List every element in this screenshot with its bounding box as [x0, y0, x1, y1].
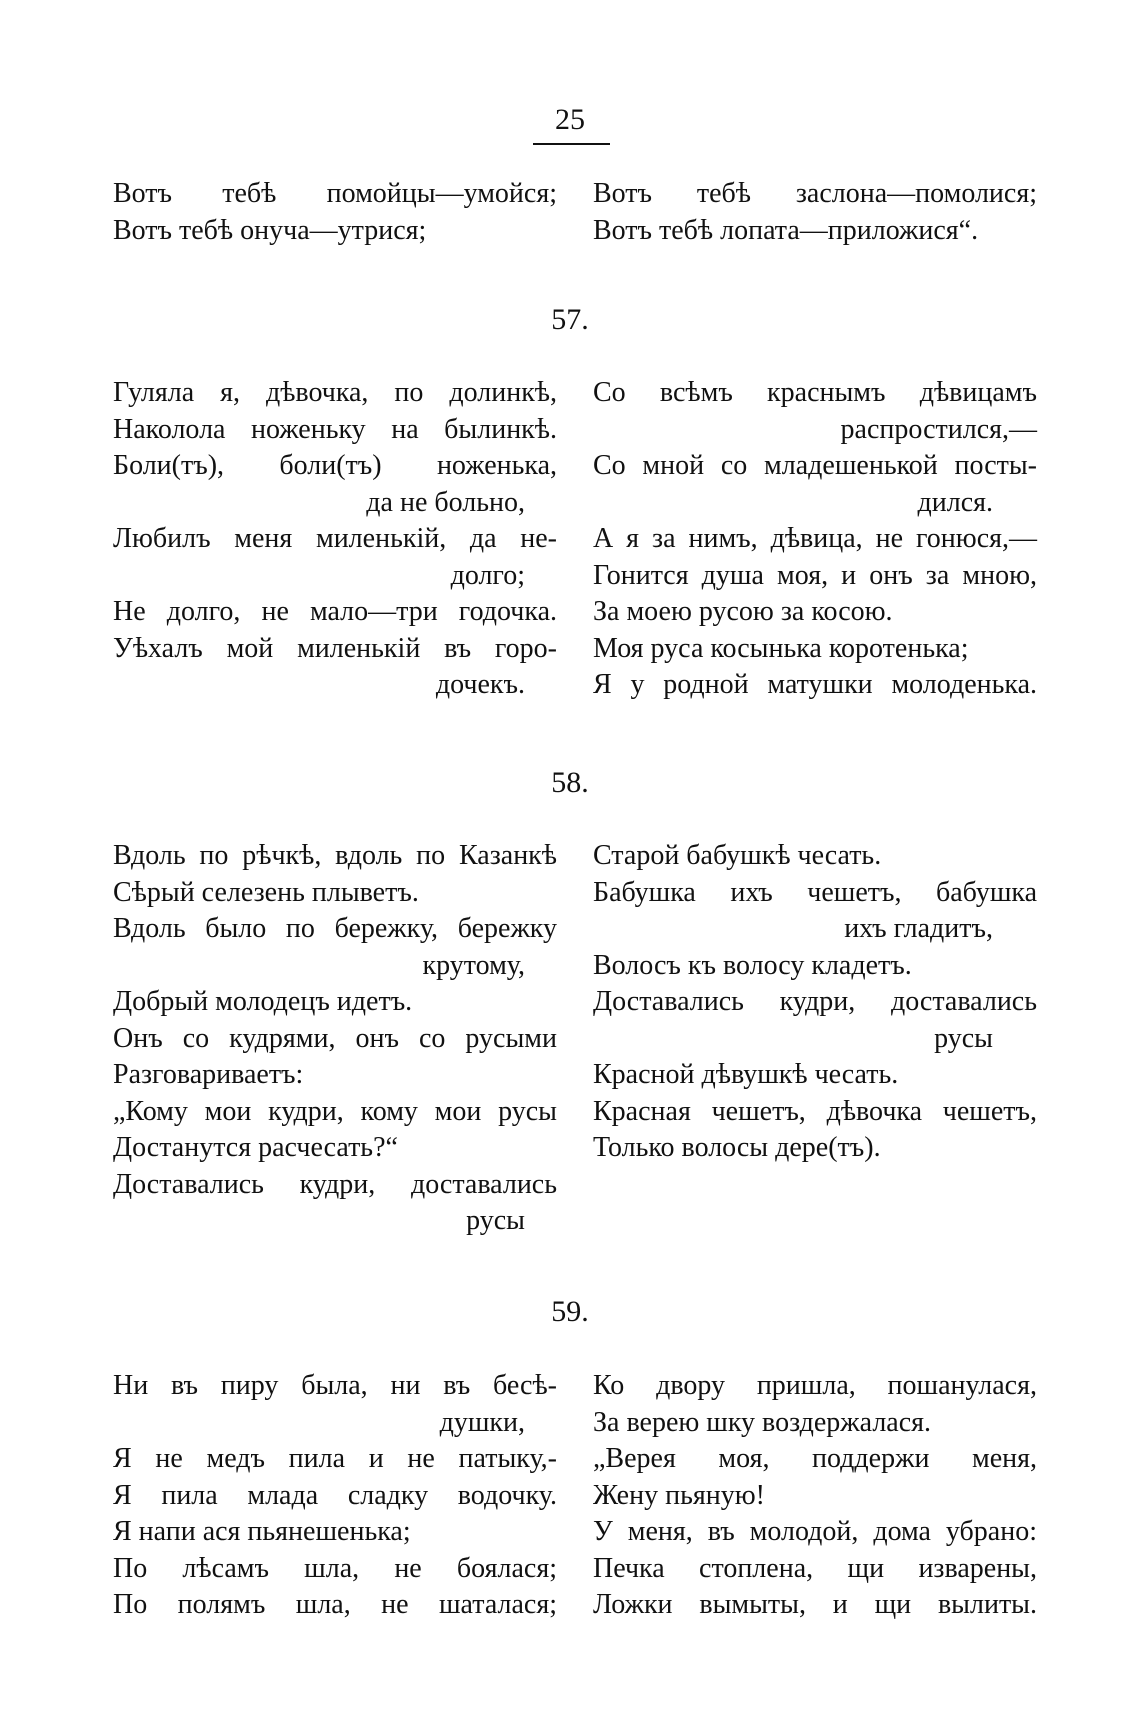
song-57-right-column — [593, 375, 1037, 704]
verse-line: Вотъ тебѣ лопата—приложися“. — [593, 214, 979, 246]
verse-line-continuation: русы — [934, 1022, 993, 1054]
verse-line: Бабушка ихъ чешетъ, бабушка — [593, 876, 1037, 908]
verse-line: Онъ со кудрями, онъ со русыми — [113, 1022, 557, 1054]
verse-line: За верею шку воздержалася. — [593, 1406, 932, 1438]
verse-line: „Кому мои кудри, кому мои русы — [113, 1095, 557, 1127]
verse-line-continuation: распростился,— — [840, 413, 1037, 445]
song-59-right-column — [593, 1368, 1037, 1624]
verse-line: Вдоль по рѣчкѣ, вдоль по Казанкѣ — [113, 840, 557, 871]
verse-line: Красная чешетъ, дѣвочка чешетъ, — [593, 1095, 1037, 1127]
verse-line: Гуляла я, дѣвочка, по долинкѣ, — [113, 377, 557, 408]
verse-line-continuation: дочекъ. — [435, 669, 525, 700]
verse-line: Ко двору пришла, пошанулася, — [593, 1370, 1037, 1401]
verse-line: За моею русою за косою. — [593, 596, 893, 627]
verse-line: Доставались кудри, доставались — [113, 1168, 557, 1200]
song-58-right-column — [593, 838, 1037, 1167]
verse-line: Разговариваетъ: — [113, 1059, 304, 1090]
verse-line: Любилъ меня миленькій, да не- — [113, 523, 557, 554]
verse-line: Печка стоплена, щи изварены, — [593, 1552, 1037, 1584]
page-number-rule — [533, 143, 610, 145]
verse-line: Ложки вымыты, и щи вылиты. — [593, 1589, 1037, 1620]
verse-line: Красной дѣвушкѣ чесать. — [593, 1059, 899, 1090]
verse-line: Я у родной матушки молоденька. — [593, 669, 1037, 700]
verse-line: Старой бабушкѣ чесать. — [593, 840, 882, 871]
verse-line: Жену пьяную! — [593, 1479, 765, 1511]
verse-line: Доставались кудри, доставались — [593, 986, 1037, 1017]
verse-line-continuation: да не больно, — [366, 486, 525, 518]
verse-line: Моя руса косынька коротенька; — [593, 632, 969, 664]
verse-line: Вотъ тебѣ помойцы—умойся; — [113, 178, 557, 209]
verse-line-continuation: крутому, — [422, 949, 525, 981]
verse-line: Только волосы дере(тъ). — [593, 1132, 881, 1163]
verse-line: Уѣхалъ мой миленькій въ горо- — [113, 632, 557, 664]
verse-line-continuation: дился. — [917, 486, 993, 518]
song-number: 59. — [551, 1295, 589, 1328]
continuation-right-column — [593, 176, 1037, 249]
verse-line: По лѣсамъ шла, не боялася; — [113, 1552, 557, 1584]
verse-line: А я за нимъ, дѣвица, не гонюся,— — [593, 523, 1037, 554]
verse-line: Со всѣмъ краснымъ дѣвицамъ — [593, 377, 1037, 408]
verse-line: У меня, въ молодой, дома убрано: — [593, 1516, 1037, 1547]
verse-line: Достанутся расчесать?“ — [113, 1132, 398, 1163]
verse-line: Вотъ тебѣ онуча—утрися; — [113, 214, 427, 246]
verse-line: Наколола ноженьку на былинкѣ. — [113, 413, 557, 445]
verse-line: Со мной со младешенькой посты- — [593, 450, 1037, 481]
verse-line: По полямъ шла, не шаталася; — [113, 1589, 557, 1620]
song-57-left-column — [113, 375, 557, 704]
verse-line-continuation: ихъ гладитъ, — [844, 913, 993, 944]
verse-line: Вотъ тебѣ заслона—помолися; — [593, 178, 1037, 209]
verse-line: Ни въ пиру была, ни въ бесѣ- — [113, 1370, 557, 1401]
continuation-left-column — [113, 176, 557, 249]
verse-line: Гонится душа моя, и онъ за мною, — [593, 559, 1037, 591]
verse-line: Я пила млада сладку водочку. — [113, 1479, 557, 1511]
verse-line: Волосъ къ волосу кладетъ. — [593, 949, 912, 981]
verse-line: Сѣрый селезень плыветъ. — [113, 876, 419, 908]
song-59-left-column — [113, 1368, 557, 1624]
verse-line: „Верея моя, поддержи меня, — [593, 1443, 1037, 1474]
song-58-left-column — [113, 838, 557, 1240]
verse-line-continuation: долго; — [450, 559, 525, 591]
song-number: 58. — [551, 766, 589, 799]
song-number: 57. — [551, 303, 589, 336]
verse-line: Вдоль было по бережку, бережку — [113, 913, 557, 944]
page-number: 25 — [555, 103, 585, 136]
verse-line-continuation: русы — [466, 1205, 525, 1236]
verse-line: Я не медъ пила и не патыку,- — [113, 1443, 557, 1474]
verse-line: Я напи ася пьянешенька; — [113, 1516, 411, 1547]
verse-line: Добрый молодецъ идетъ. — [113, 986, 413, 1017]
verse-line: Не долго, не мало—три годочка. — [113, 596, 557, 627]
verse-line-continuation: душки, — [439, 1406, 525, 1438]
verse-line: Боли(тъ), боли(тъ) ноженька, — [113, 450, 557, 481]
